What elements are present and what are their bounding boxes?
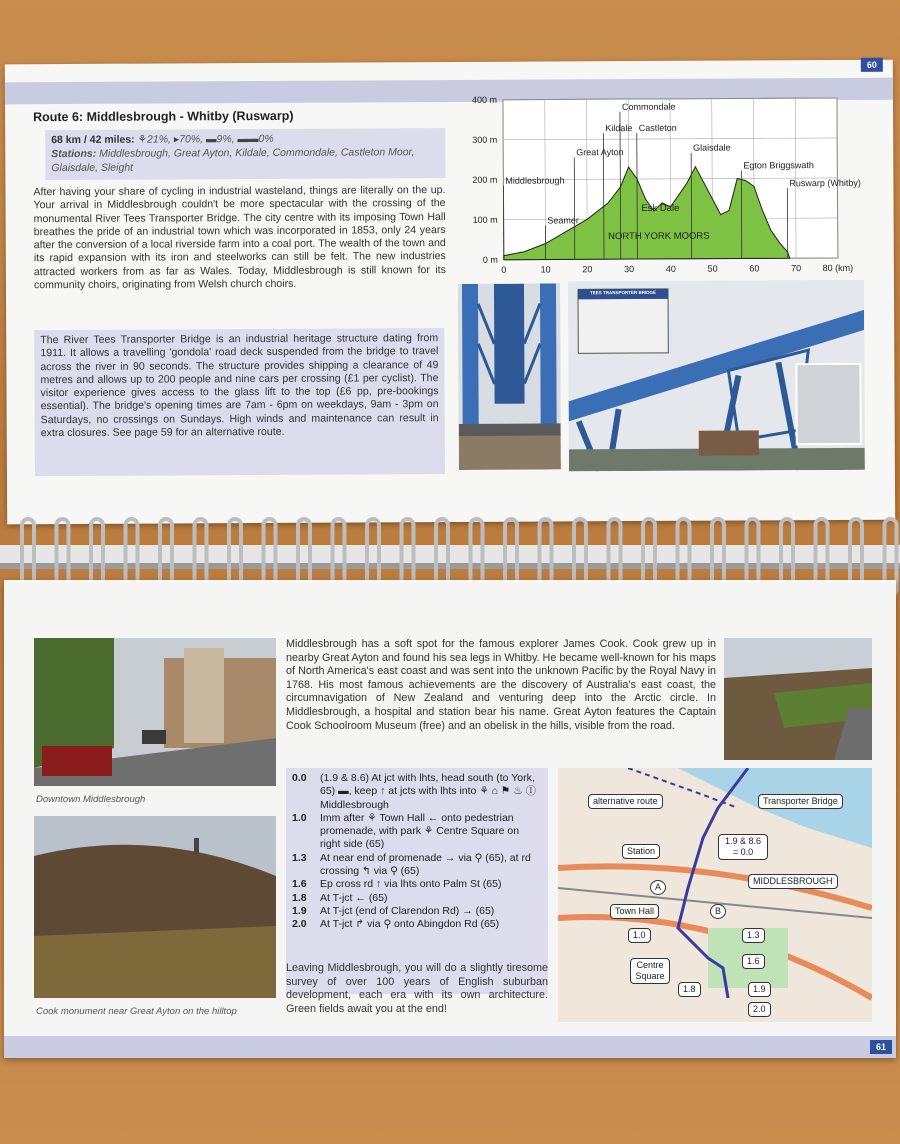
busy-road-icon: ▬▬: [237, 133, 259, 146]
map-label-km-1-8: 1.8: [678, 982, 701, 997]
cycle-share: 21%,: [146, 133, 171, 146]
map-label-km-1-0: 1.0: [628, 928, 651, 943]
map-label-km-1-6: 1.6: [742, 954, 765, 969]
direction-km: 1.8: [292, 891, 307, 904]
busy-share: 0%: [258, 132, 274, 146]
chart-place-label: Glaisdale: [693, 142, 731, 153]
road-icon: ▬: [205, 133, 217, 146]
chart-x-tick-label: 60: [749, 263, 760, 274]
caption-downtown: Downtown Middlesbrough: [36, 794, 146, 805]
chart-place-label: Ruswarp (Whitby): [789, 177, 861, 189]
map-label-centre-square: Centre Square: [630, 958, 670, 984]
chart-place-marker: [574, 157, 575, 259]
stations-label: Stations:: [51, 147, 97, 161]
direction-row: [292, 812, 542, 852]
chart-x-tick-label: 40: [665, 263, 676, 274]
monument-illustration: [34, 816, 276, 998]
bridge-deck-illustration: [458, 283, 561, 470]
intro-paragraph: After having your share of cycling in industrial wasteland, things are literally on the up. Your arrival in Middlesbrough couldn't be more spectacular with the crossing of the monumental River Tees Transporter Bridge. The city centre with its imposing Town Hall breathes the pride of an industrial town which was incorporated in 1853, only 24 years after the conversion of a local riverside farm into a coal port. The wealth of the town and its rapid expansion with its iron and steelworks can still be felt. The new industries attracted workers from as far as Wales. Today, Middlesbrough is still known for its community choirs, originating from Welsh church choirs.: [33, 184, 446, 292]
cycle-icon: ⚘: [137, 133, 148, 146]
photo-landscape: [724, 638, 872, 760]
map-label-alternative: alternative route: [588, 794, 663, 809]
page-number-61: 61: [870, 1040, 892, 1054]
direction-row: [292, 892, 542, 905]
direction-km: 1.0: [292, 811, 307, 824]
chart-y-tick-label: 100 m: [472, 214, 498, 225]
chart-place-label: Castleton: [638, 122, 677, 134]
direction-row: [292, 918, 542, 931]
map-label-b: B: [710, 904, 726, 919]
elevation-chart: [457, 88, 878, 280]
map-label-junction: 1.9 & 8.6 = 0.0: [718, 834, 768, 860]
page-61: [4, 580, 896, 1058]
photo-downtown: [34, 638, 276, 786]
route-title: Route 6: Middlesbrough - Whitby (Ruswarp): [33, 108, 294, 125]
chart-y-tick-label: 300 m: [472, 134, 498, 145]
chart-place-label: Seamer: [547, 215, 579, 226]
chart-annotation-moors: NORTH YORK MOORS: [608, 230, 710, 243]
chart-place-label: Middlesbrough: [505, 175, 565, 186]
direction-text: Ep cross rd ↑ via lhts onto Palm St (65): [320, 878, 502, 891]
chart-y-tick-label: 400 m: [471, 94, 498, 105]
chart-x-tick-label: 80 (km): [822, 262, 854, 274]
stations-text: Middlesbrough, Great Ayton, Kildale, Commondale, Castleton Moor, Glaisdale, Sleight: [51, 146, 415, 175]
direction-row: [292, 852, 542, 879]
path-icon: ▸: [173, 133, 180, 146]
chart-x-tick-label: 20: [582, 264, 593, 275]
direction-text: At near end of promenade → via ⚲ (65), at rd crossing ↰ via ⚲ (65): [320, 851, 531, 878]
direction-row: [292, 878, 542, 891]
map-label-town-hall: Town Hall: [610, 904, 659, 919]
route-map: [558, 768, 872, 1022]
bridge-info-box: The River Tees Transporter Bridge is an industrial heritage structure dating from 1911. It allows a travelling 'gondola' road deck suspended from the bridge to travel across the river in 90 seconds. The structure provides shipping a clearance of 49 metres and allows up to 200 people and nine cars per crossing (£1 per cyclist). The visitor experience gives access to the glass lift to the top (£6 pp, pre-bookings essential). The bridge's opening times are 7am - 6pm on weekdays, 9am - 3pm on Saturdays, no crossings on Sundays. High winds and maintenance can result in extra closures. See page 59 for an alternative route.: [34, 328, 445, 476]
chart-y-tick-label: 200 m: [472, 174, 498, 185]
chart-y-tick-label: 0 m: [482, 254, 498, 265]
downtown-illustration: [34, 638, 276, 786]
cook-paragraph: Middlesbrough has a soft spot for the famous explorer James Cook. Cook grew up in nearby Great Ayton and found his sea legs in Whitby. He became well-known for his maps of North America's east coast and was sent into the unknown Pacific by the Royal Navy in 1768. His most famous achievements are the discovery of Australia's east coast, the circumnavigation of New Zealand and venturing deep into the Arctic circle. In Middlesbrough, a hospital and station bear his name. Great Ayton features the Captain Cook Schoolroom Museum (free) and an obelisk in the hills, visible from the road.: [286, 638, 716, 732]
chart-place-marker: [691, 153, 692, 259]
map-label-middlesbrough: MIDDLESBROUGH: [748, 874, 838, 889]
chart-place-label: Kildale: [605, 123, 633, 134]
direction-row: [292, 772, 542, 812]
route-stats-box: [45, 128, 445, 180]
chart-x-tick-label: 70: [791, 263, 802, 274]
caption-monument: Cook monument near Great Ayton on the hilltop: [36, 1006, 237, 1017]
photo-bridge-deck: [458, 283, 561, 470]
direction-km: 2.0: [292, 918, 307, 931]
road-share: 9%,: [216, 133, 235, 146]
chart-x-tick-label: 50: [707, 263, 718, 274]
map-label-station: Station: [622, 844, 660, 859]
transporter-bridge-illustration: [568, 280, 865, 472]
chart-place-label: Egton Briggswath: [743, 160, 814, 171]
map-label-km-2-0: 2.0: [748, 1002, 771, 1017]
photo-transporter-bridge: [568, 280, 865, 472]
route-distance: 68 km / 42 miles:: [51, 133, 135, 147]
chart-x-tick-label: 0: [501, 264, 507, 275]
direction-text: At T-jct ← (65): [320, 891, 388, 904]
direction-km: 1.6: [292, 878, 307, 891]
chart-annotation-eskdale: Esk Dale: [641, 202, 680, 214]
direction-km: 1.3: [292, 851, 307, 864]
direction-km: 0.0: [292, 772, 307, 784]
map-label-a: A: [650, 880, 666, 895]
direction-km: 1.9: [292, 904, 307, 917]
map-label-km-1-3: 1.3: [742, 928, 765, 943]
chart-x-tick-label: 10: [540, 264, 551, 275]
direction-row: [292, 905, 542, 918]
page-60: [5, 60, 895, 525]
leaving-paragraph: Leaving Middlesbrough, you will do a slightly tiresome survey of over 100 years of English suburban development, each era with its own architecture. Green fields await you at the end!: [286, 962, 548, 1015]
page-number-60: 60: [861, 58, 883, 72]
chart-x-tick-label: 30: [624, 264, 635, 275]
photo-cook-monument: [34, 816, 276, 998]
direction-text: At T-jct ↱ via ⚲ onto Abingdon Rd (65): [320, 918, 500, 931]
landscape-illustration: [724, 638, 872, 760]
path-share: 70%,: [179, 133, 204, 146]
directions-box: [286, 768, 548, 994]
chart-place-label: Commondale: [621, 101, 676, 112]
direction-text: (1.9 & 8.6) At jct with lhts, head south (to York, 65) ▬, keep ↑ at jcts with lhts into ⚘ ⌂ ⚑ ♨ Ⓘ Middlesbrough: [320, 772, 537, 811]
direction-text: Imm after ⚘ Town Hall ← onto pedestrian promenade, with park ⚘ Centre Square on right side (65): [320, 811, 520, 851]
direction-text: At T-jct (end of Clarendon Rd) → (65): [320, 904, 495, 917]
bridge-sign-title: TEES TRANSPORTER BRIDGE: [589, 289, 657, 296]
map-label-km-1-9: 1.9: [748, 982, 771, 997]
map-label-transporter: Transporter Bridge: [758, 794, 843, 809]
page-footer-bar: [4, 1036, 896, 1058]
chart-place-label: Great Ayton: [576, 147, 624, 158]
